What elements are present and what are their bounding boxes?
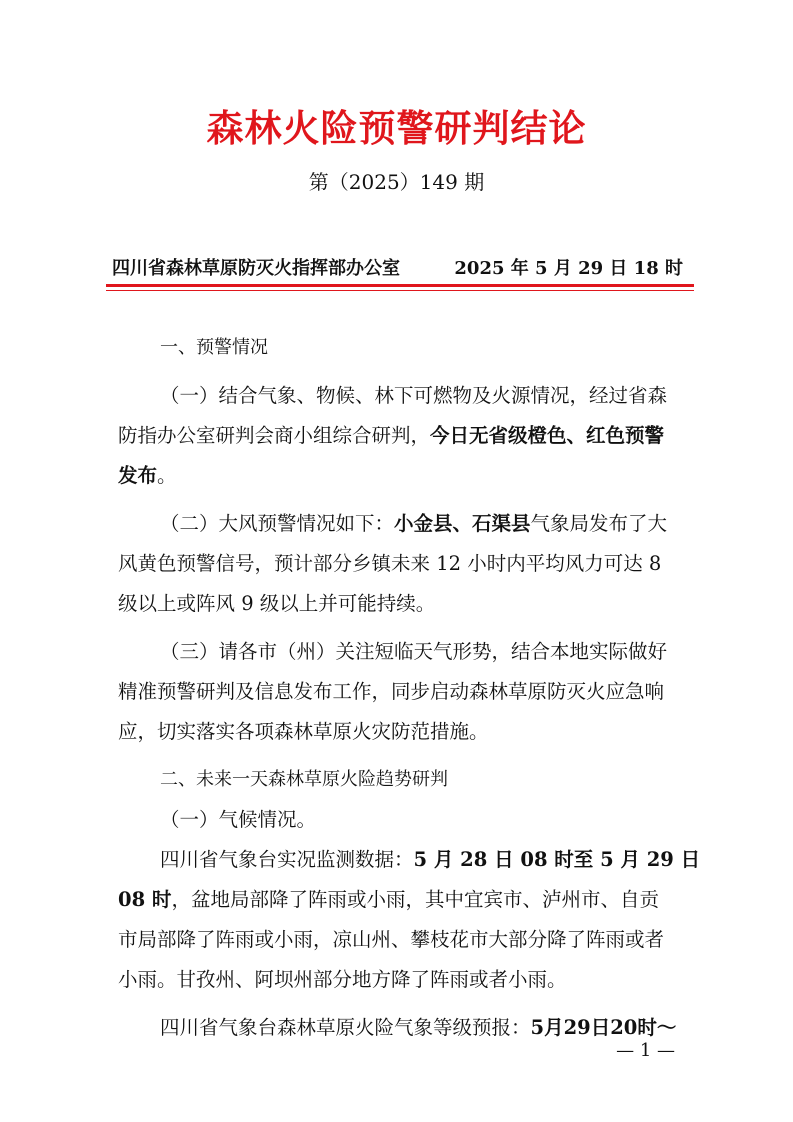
text-run: 气象局发布了大	[530, 512, 668, 535]
paragraph-line: 市局部降了阵雨或小雨，凉山州、攀枝花市大部分降了阵雨或者	[118, 928, 665, 951]
paragraph-line	[118, 456, 680, 496]
section-heading-trend: 二、未来一天森林草原火险趋势研判	[160, 769, 448, 790]
issuing-office: 四川省森林草原防灭火指挥部办公室	[112, 258, 400, 279]
section-heading-warning: 一、预警情况	[160, 337, 268, 358]
paragraph-line	[118, 504, 680, 544]
emphasis-text: 今日无省级橙色、红色预警	[430, 424, 665, 447]
paragraph-line: （一）结合气象、物候、林下可燃物及火源情况，经过省森	[160, 384, 668, 407]
paragraph-line: 精准预警研判及信息发布工作，同步启动森林草原防灭火应急响	[118, 680, 665, 703]
page-number: — 1 —	[616, 1040, 675, 1061]
paragraph-line: 小雨。甘孜州、阿坝州部分地方降了阵雨或者小雨。	[118, 968, 567, 991]
header-rule-thin	[106, 290, 694, 291]
paragraph-line	[118, 1008, 680, 1048]
text-run: 四川省气象台实况监测数据：	[160, 848, 414, 871]
issue-date: 2025 年 5 月 29 日 18 时	[454, 258, 683, 279]
paragraph-line: 级以上或阵风 9 级以上并可能持续。	[118, 592, 436, 615]
paragraph-line	[118, 416, 680, 456]
document-body	[118, 328, 701, 1048]
paragraph-line: 应，切实落实各项森林草原火灾防范措施。	[118, 720, 489, 743]
emphasis-text: 5 月 28 日 08 时至 5 月 29 日	[413, 848, 701, 871]
text-run: 。	[157, 464, 177, 487]
issue-number: 第（2025）149 期	[308, 170, 485, 194]
emphasis-text: 发布	[118, 464, 158, 487]
text-run: 四川省气象台森林草原火险气象等级预报：	[160, 1016, 531, 1039]
text-run: （二）大风预警情况如下：	[160, 512, 395, 535]
emphasis-text: 小金县、石渠县	[394, 512, 531, 535]
emphasis-text: 08 时	[118, 888, 172, 911]
emphasis-text: 5月29日20时～	[530, 1016, 677, 1039]
header-rule-thick	[106, 284, 694, 287]
paragraph-line: （三）请各市（州）关注短临天气形势，结合本地实际做好	[160, 640, 668, 663]
document-title: 森林火险预警研判结论	[206, 106, 587, 150]
paragraph-line: 风黄色预警信号，预计部分乡镇未来 12 小时内平均风力可达 8	[118, 552, 662, 575]
text-run: 防指办公室研判会商小组综合研判，	[118, 424, 431, 447]
paragraph-line	[118, 840, 701, 880]
paragraph-line	[118, 880, 680, 920]
text-run: ，盆地局部降了阵雨或小雨，其中宜宾市、泸州市、自贡	[171, 888, 659, 911]
subsection-heading-climate: （一）气候情况。	[160, 808, 317, 831]
